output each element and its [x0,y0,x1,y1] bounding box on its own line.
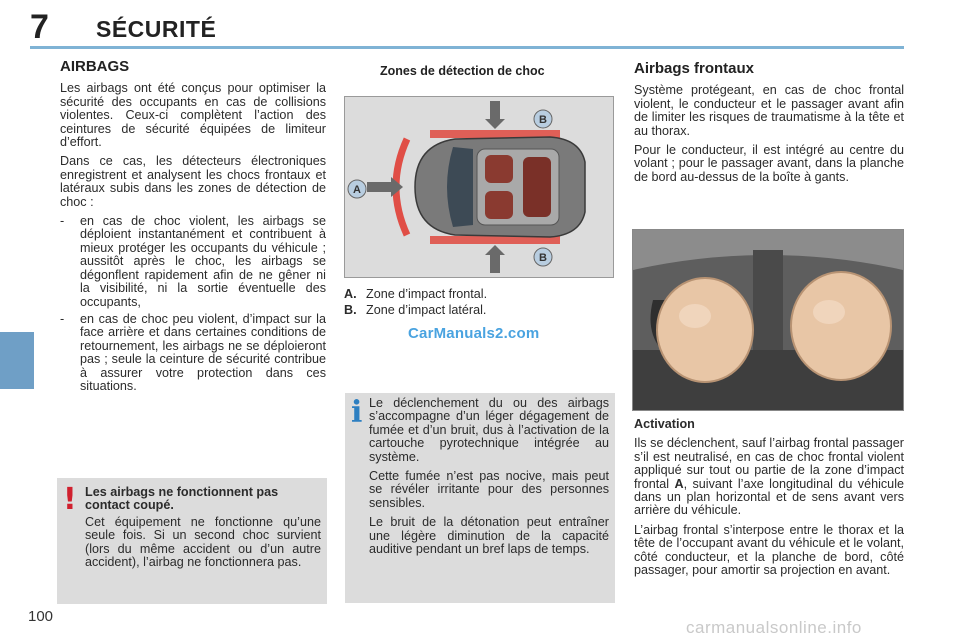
legend-item-a: A. Zone d’impact frontal. [344,287,488,301]
side-arrow-top-head [485,119,505,129]
airbags-intro-column [60,60,326,397]
windshield [447,147,473,227]
chapter-side-tab [0,332,34,389]
airbags-heading: AIRBAGS [60,58,130,75]
front-seat-left [485,155,513,183]
side-arrow-bottom-head [485,245,505,255]
frontal-paragraph-1: Système protégeant, en cas de choc frontal violent, le conducteur et le passager avant afin de limiter les risques de traumatisme à la tête et au thorax. [634,83,904,138]
activation-section [634,418,904,583]
deployed-airbags-photo [632,229,904,411]
activation-heading: Activation [634,417,695,431]
airbag-deployment-illustration [633,230,903,410]
legend-item-b: B. Zone d’impact latéral. [344,303,487,317]
intro-paragraph: Les airbags ont été conçus pour optimiser la sécurité des occupants en cas de collisions violentes. Ceux-ci complètent l’action des ceintures de sécurité équipées de limiteur d’effort. [60,81,326,150]
info-paragraph: Cette fumée n’est pas nocive, mais peut se révéler irritante pour des personnes sensibles. [369,469,609,510]
site-watermark: CarManuals2.com [408,325,540,342]
diagram-legend [344,286,487,318]
diagram-title: Zones de détection de choc [380,64,545,78]
list-item: - en cas de choc violent, les airbags se déploient instantanément et contribuent à mieux protéger les occupants du véhicule ; aussitôt après le choc, les airbags se dégonflent rapidement afin de ne gêner ni la visibilité, ni la sortie éventuelle des occupants, [60,214,326,309]
callout-b-bottom: B [539,252,547,264]
warning-title: Les airbags ne fonctionnent pas contact coupé. [85,485,279,513]
info-paragraph: Le bruit de la détonation peut entraîner une légère diminution de la capacité auditive pendant un bref laps de temps. [369,515,609,557]
warning-icon: ! [63,482,77,517]
info-paragraph: Le déclenchement du ou des airbags s’accompagne d’un léger dégagement de fumée et d’un bruit, dus à l’activation de la cartouche pyrotechnique intégrée au système. [369,396,609,464]
page-number: 100 [28,608,54,625]
chapter-title: SÉCURITÉ [96,16,217,42]
passenger-airbag [791,272,891,380]
frontal-paragraph-2: Pour le conducteur, il est intégré au centre du volant ; pour le passager avant, dans la planche de bord au-dessus de la boîte à gants. [634,143,904,184]
driver-airbag [657,278,753,382]
info-box [345,393,615,603]
frontal-airbags-heading: Airbags frontaux [634,60,755,77]
car-top-view-illustration [345,97,613,277]
info-icon: i [351,395,363,430]
front-seat-right [485,191,513,219]
impact-zones-diagram [344,96,614,278]
callout-a: A [353,184,361,196]
detection-paragraph: Dans ce cas, les détecteurs électroniques enregistrent et analysent les chocs frontaux et latéraux subis dans les zones de détection de choc : [60,154,326,209]
warning-box [57,478,327,604]
warning-body: Cet équipement ne fonctionne qu’une seule fois. Si un second choc survient (lors du même accident ou d’un autre accident), l’airbag ne fonctionnera pas. [85,514,321,570]
chapter-number: 7 [30,8,49,46]
header-rule [30,46,904,49]
footer-watermark: carmanualsonline.info [686,618,862,637]
deployment-list [60,215,326,393]
rear-bench [523,157,551,217]
list-item: - en cas de choc peu violent, d’impact sur la face arrière et dans certaines conditions de retournement, les airbags ne se déploieront pas ; seule la ceinture de sécurité contribue à assurer votre protection dans ces situations. [60,311,326,393]
activation-paragraph-2: L’airbag frontal s’interpose entre le thorax et la tête de l’occupant avant du véhicule et le volant, côté conducteur, et la planche de bord, côté passager, pour amortir sa projection en avant. [634,522,904,578]
activation-paragraph-1: Ils se déclenchent, sauf l’airbag frontal passager s’il est neutralisé, en cas de choc frontal violent appliqué sur tout ou partie de la zone d’impact frontal A, suivant l’axe longitudinal du véhicule dans un plan horizontal et de sens avant vers arrière du véhicule. [634,436,904,518]
frontal-airbags-column [634,62,904,190]
callout-b-top: B [539,114,547,126]
